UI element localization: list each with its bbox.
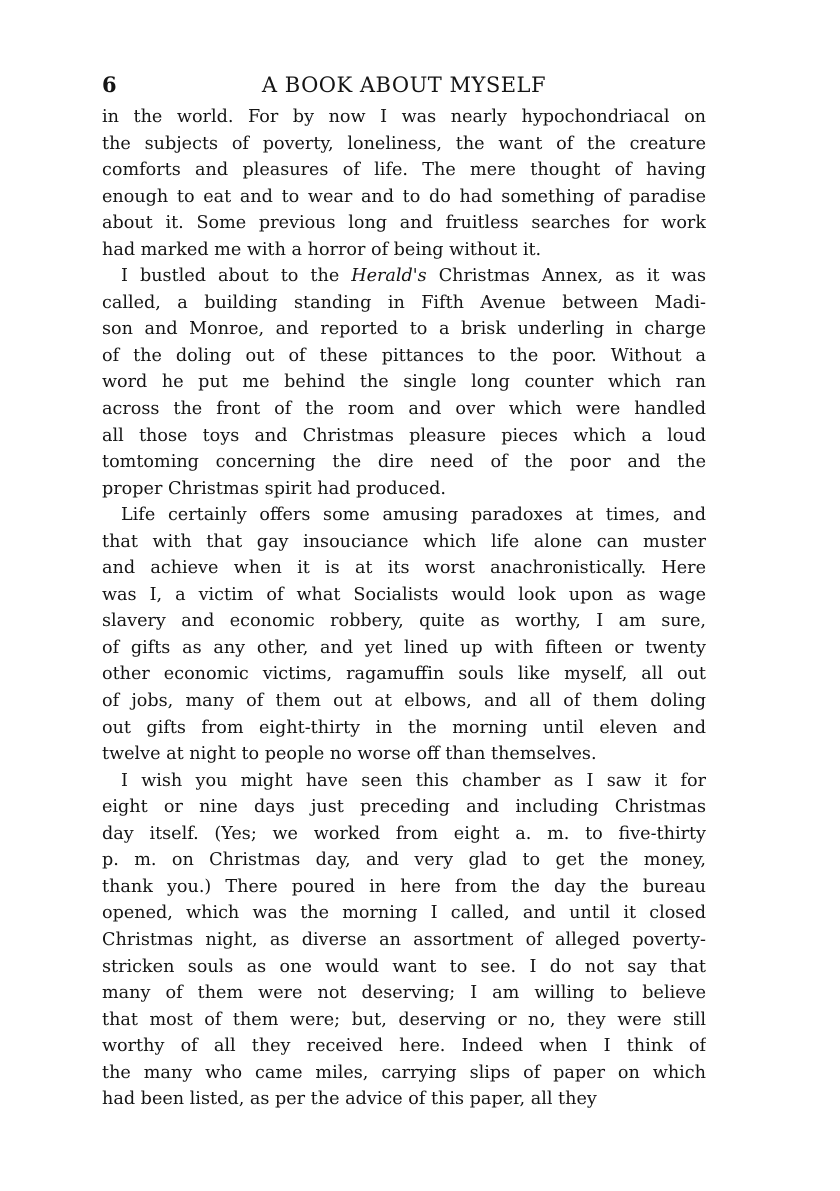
text-line: other economic victims, ragamuffin souls like myself, all out xyxy=(102,664,706,685)
text-line: many of them were not deserving; I am willing to believe xyxy=(102,983,706,1004)
text-line: word he put me behind the single long counter which ran xyxy=(102,372,706,393)
text-line: enough to eat and to wear and to do had something of paradise xyxy=(102,186,706,207)
text-line: that most of them were; but, deserving or no, they were still xyxy=(102,1009,706,1030)
body-text xyxy=(102,104,706,1113)
text-line: p. m. on Christmas day, and very glad to get the money, xyxy=(102,850,706,871)
text-line: I bustled about to the Herald's Christmas Annex, as it was xyxy=(121,266,706,287)
text-line: Life certainly offers some amusing paradoxes at times, and xyxy=(121,505,706,526)
text-line: in the world. For by now I was nearly hypochondriacal on xyxy=(102,107,706,127)
text-line: slavery and economic robbery, quite as worthy, I am sure, xyxy=(102,611,706,632)
text-line: eight or nine days just preceding and including Christmas xyxy=(102,797,706,818)
paragraph xyxy=(102,104,706,263)
text-line: called, a building standing in Fifth Avenue between Madi- xyxy=(102,292,706,313)
text-line: of jobs, many of them out at elbows, and all of them doling xyxy=(102,691,706,712)
text-line: stricken souls as one would want to see. I do not say that xyxy=(102,956,706,977)
text-line: comforts and pleasures of life. The mere thought of having xyxy=(102,160,706,181)
text-line: the subjects of poverty, loneliness, the want of the creature xyxy=(102,133,706,154)
paragraph xyxy=(102,502,706,767)
text-line: and achieve when it is at its worst anachronistically. Here xyxy=(102,558,706,579)
book-page xyxy=(102,72,706,1113)
text-line: across the front of the room and over which were handled xyxy=(102,399,706,420)
text-line: had marked me with a horror of being without it. xyxy=(102,239,542,260)
text-line: that with that gay insouciance which life alone can muster xyxy=(102,531,706,552)
text-line: of gifts as any other, and yet lined up with fifteen or twenty xyxy=(102,637,706,658)
text-line: Christmas night, as diverse an assortment of alleged poverty- xyxy=(102,929,706,950)
text-line: worthy of all they received here. Indeed when I think of xyxy=(102,1036,706,1057)
text-line: I wish you might have seen this chamber as I saw it for xyxy=(121,770,706,791)
paragraph xyxy=(102,263,706,502)
text-line: twelve at night to people no worse off than themselves. xyxy=(102,744,597,765)
text-line: all those toys and Christmas pleasure pieces which a loud xyxy=(102,425,706,446)
text-line: opened, which was the morning I called, and until it closed xyxy=(102,903,706,924)
text-line: the many who came miles, carrying slips of paper on which xyxy=(102,1062,706,1083)
text-line: about it. Some previous long and fruitless searches for work xyxy=(102,213,706,234)
newspaper-name: Herald's xyxy=(351,266,427,287)
text-line: proper Christmas spirit had produced. xyxy=(102,478,446,499)
book-title: A BOOK ABOUT MYSELF xyxy=(261,73,547,97)
text-line: of the doling out of these pittances to the poor. Without a xyxy=(102,345,706,366)
running-head xyxy=(102,72,706,104)
paragraph xyxy=(102,768,706,1113)
text-line: was I, a victim of what Socialists would look upon as wage xyxy=(102,584,706,605)
text-line: day itself. (Yes; we worked from eight a. m. to five-thirty xyxy=(102,823,706,844)
text-line: son and Monroe, and reported to a brisk underling in charge xyxy=(102,319,706,340)
page-number: 6 xyxy=(102,72,118,97)
text-line: had been listed, as per the advice of this paper, all they xyxy=(102,1089,597,1110)
text-line: thank you.) There poured in here from the day the bureau xyxy=(102,876,706,897)
text-line: out gifts from eight-thirty in the morning until eleven and xyxy=(102,717,706,738)
text-line: tomtoming concerning the dire need of the poor and the xyxy=(102,452,706,473)
